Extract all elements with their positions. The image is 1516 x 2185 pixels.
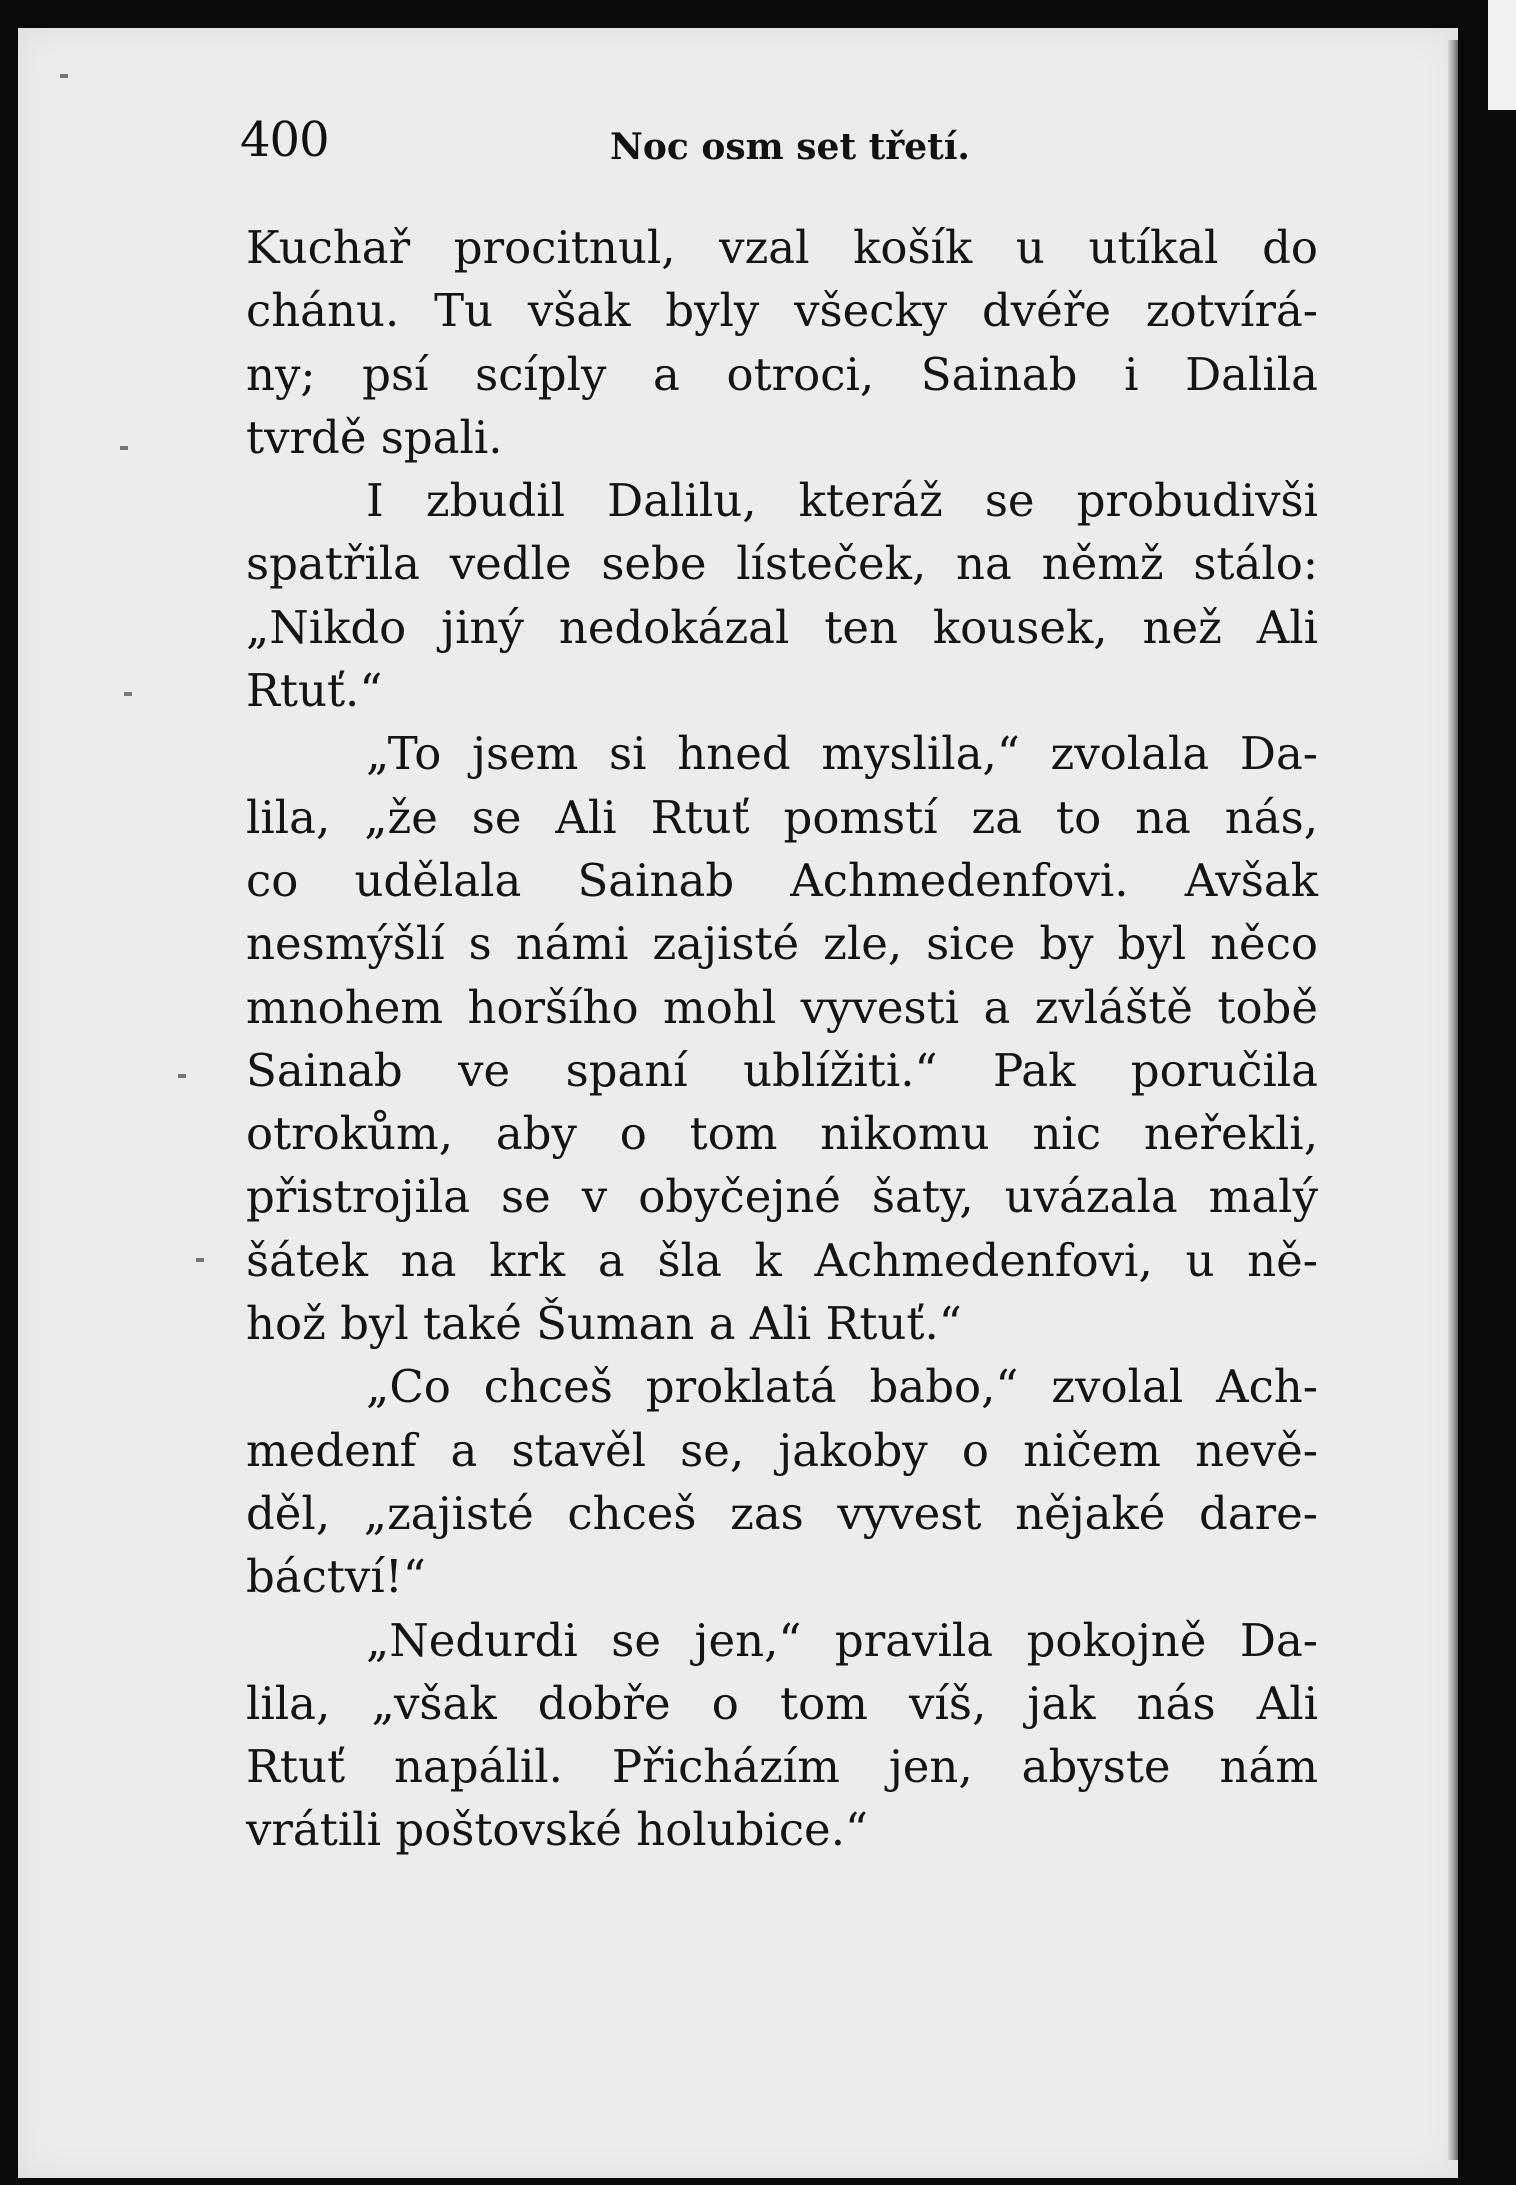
text-line: I zbudil Dalilu, kteráž se probudivši	[366, 474, 1318, 528]
print-speck	[120, 446, 128, 450]
print-speck	[178, 1074, 186, 1078]
print-speck	[196, 1258, 204, 1262]
text-line: lila, „že se Ali Rtuť pomstí za to na nás,	[246, 790, 1318, 844]
paragraph	[246, 1355, 1318, 1608]
book-spine-background	[1458, 0, 1516, 2185]
text-line: lila, „však dobře o tom víš, jak nás Ali	[246, 1676, 1318, 1730]
text-line: Kuchař procitnul, vzal košík u utíkal do	[246, 221, 1318, 274]
text-line: Rtuť.“	[246, 664, 383, 718]
text-line: mnohem horšího mohl vyvesti a zvláště tobě	[246, 980, 1318, 1034]
text-line: „Nedurdi se jen,“ pravila pokojně Da-	[366, 1613, 1318, 1667]
print-speck	[60, 74, 68, 78]
text-line: přistrojila se v obyčejné šaty, uvázala malý	[246, 1170, 1318, 1224]
body-text	[246, 216, 1318, 1862]
text-line: Rtuť napálil. Přicházím jen, abyste nám	[246, 1740, 1318, 1794]
text-line: otrokům, aby o tom nikomu nic neřekli,	[246, 1107, 1318, 1161]
text-line: spatřila vedle sebe lísteček, na němž stálo:	[246, 537, 1318, 591]
text-line: hož byl také Šuman a Ali Rtuť.“	[246, 1297, 962, 1351]
text-line: vrátili poštovské holubice.“	[246, 1803, 869, 1857]
paragraph	[246, 216, 1318, 469]
facing-page-corner	[1488, 0, 1516, 110]
text-line: báctví!“	[246, 1550, 426, 1604]
text-line: „Co chceš proklatá babo,“ zvolal Ach-	[366, 1360, 1318, 1414]
print-speck	[124, 692, 132, 696]
text-line: Sainab ve spaní ublížiti.“ Pak poručila	[246, 1043, 1318, 1097]
text-line: chánu. Tu však byly všecky dvéře zotvírá-	[246, 284, 1318, 338]
page-header	[240, 112, 1320, 182]
running-head: Noc osm set třetí.	[610, 126, 970, 168]
paragraph	[246, 469, 1318, 722]
paragraph	[246, 1609, 1318, 1862]
text-line: nesmýšlí s námi zajisté zle, sice by byl něco	[246, 917, 1318, 971]
page-number: 400	[240, 112, 329, 168]
text-line: šátek na krk a šla k Achmedenfovi, u ně-	[246, 1233, 1318, 1287]
text-line: co udělala Sainab Achmedenfovi. Avšak	[246, 853, 1318, 907]
paragraph	[246, 722, 1318, 1355]
text-line: medenf a stavěl se, jakoby o ničem nevě-	[246, 1423, 1318, 1477]
text-line: ny; psí scíply a otroci, Sainab i Dalila	[246, 347, 1318, 401]
text-line: tvrdě spali.	[246, 410, 503, 464]
text-line: „Nikdo jiný nedokázal ten kousek, než Ali	[246, 600, 1318, 654]
text-line: děl, „zajisté chceš zas vyvest nějaké dare-	[246, 1486, 1318, 1540]
text-line: „To jsem si hned myslila,“ zvolala Da-	[366, 727, 1318, 781]
